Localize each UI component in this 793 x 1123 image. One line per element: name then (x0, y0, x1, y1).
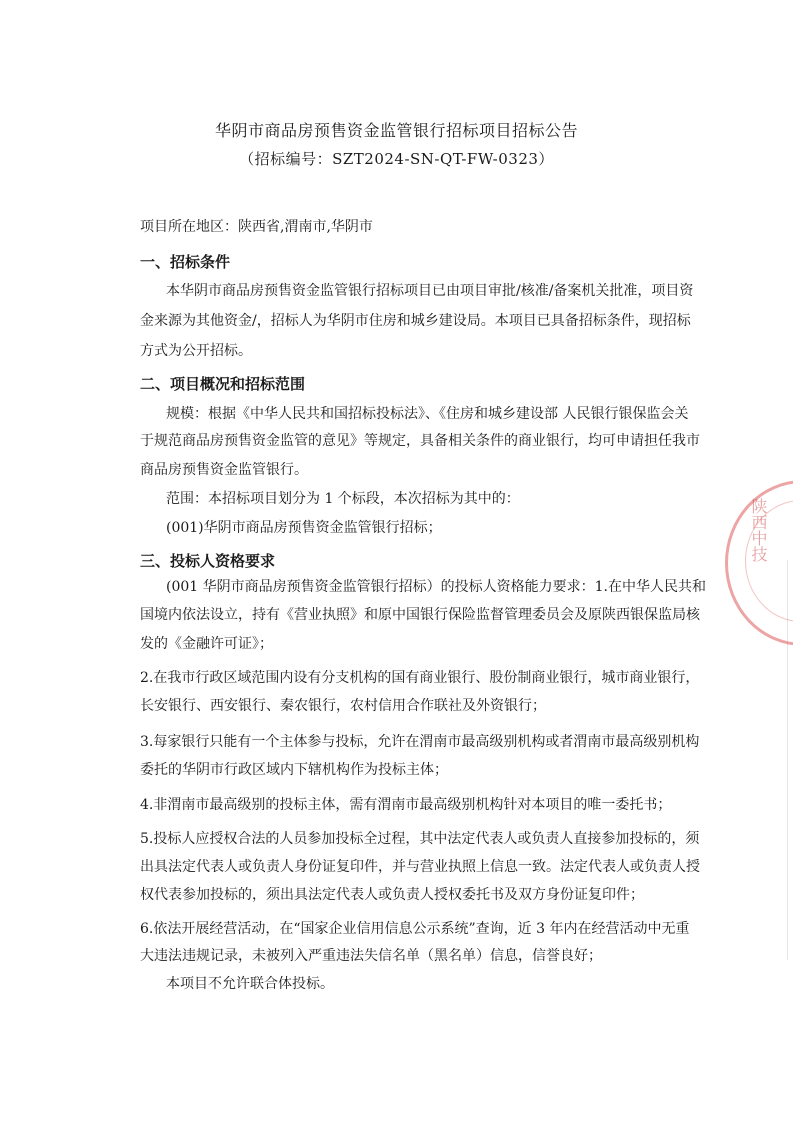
paragraph-line: 金来源为其他资金/，招标人为华阴市住房和城乡建设局。本项目已具备招标条件，现招标 (140, 313, 691, 329)
paragraph-line: 委托的华阴市行政区域内下辖机构作为投标主体； (140, 762, 448, 778)
paragraph-line: 6.依法开展经营活动，在“国家企业信用信息公示系统”查询，近 3 年内在经营活动中无重 (140, 921, 690, 937)
paragraph-line: 大违法违规记录，未被列入严重违法失信名单（黑名单）信息，信誉良好； (140, 948, 602, 964)
official-seal-text: 陕西中技 (749, 498, 768, 562)
paragraph-line: 本项目不允许联合体投标。 (166, 976, 334, 992)
paragraph-line: 发的《金融许可证》； (140, 636, 273, 652)
section-heading-qualification: 三、投标人资格要求 (140, 552, 276, 570)
paragraph-line: 于规范商品房预售资金监管的意见》等规定，具备相关条件的商业银行，均可申请担任我市 (140, 433, 700, 449)
paragraph-line: 出具法定代表人或负责人身份证复印件，并与营业执照上信息一致。法定代表人或负责人授 (140, 859, 700, 875)
paragraph-line: 规模：根据《中华人民共和国招标投标法》、《住房和城乡建设部 人民银行银保监会关 (166, 406, 689, 422)
paragraph-line: 5.投标人应授权合法的人员参加投标全过程，其中法定代表人或负责人直接参加投标的，须 (140, 831, 700, 847)
paragraph-line: (001 华阴市商品房预售资金监管银行招标）的投标人资格能力要求：1.在中华人民共和 (166, 579, 706, 595)
tender-number: （招标编号：SZT2024-SN-QT-FW-0323） (239, 150, 554, 168)
section-heading-overview: 二、项目概况和招标范围 (140, 375, 306, 393)
project-region: 项目所在地区：陕西省,渭南市,华阴市 (140, 219, 373, 235)
document-title: 华阴市商品房预售资金监管银行招标项目招标公告 (214, 121, 578, 140)
paragraph-line: 长安银行、西安银行、秦农银行，农村信用合作联社及外资银行； (140, 698, 546, 714)
section-heading-conditions: 一、招标条件 (140, 253, 231, 271)
paragraph-line: 方式为公开招标。 (140, 343, 252, 359)
paragraph-line: 2.在我市行政区域范围内设有分支机构的国有商业银行、股份制商业银行，城市商业银行， (140, 670, 700, 686)
paragraph-line: 权代表参加投标的，须出具法定代表人或负责人授权委托书及双方身份证复印件； (140, 887, 644, 903)
paragraph-line: 4.非渭南市最高级别的投标主体，需有渭南市最高级别机构针对本项目的唯一委托书； (140, 797, 672, 813)
paragraph-line: (001)华阴市商品房预售资金监管银行招标； (166, 520, 442, 536)
paragraph-line: 国境内依法设立，持有《营业执照》和原中国银行保险监督管理委员会及原陕西银保监局核 (140, 607, 700, 623)
paragraph-line: 本华阴市商品房预售资金监管银行招标项目已由项目审批/核准/备案机关批准，项目资 (166, 283, 694, 299)
paragraph-line: 商品房预售资金监管银行。 (140, 462, 308, 478)
paragraph-line: 3.每家银行只能有一个主体参与投标，允许在渭南市最高级别机构或者渭南市最高级别机构 (140, 734, 700, 750)
paragraph-line: 范围：本招标项目划分为 1 个标段，本次招标为其中的： (166, 491, 520, 507)
